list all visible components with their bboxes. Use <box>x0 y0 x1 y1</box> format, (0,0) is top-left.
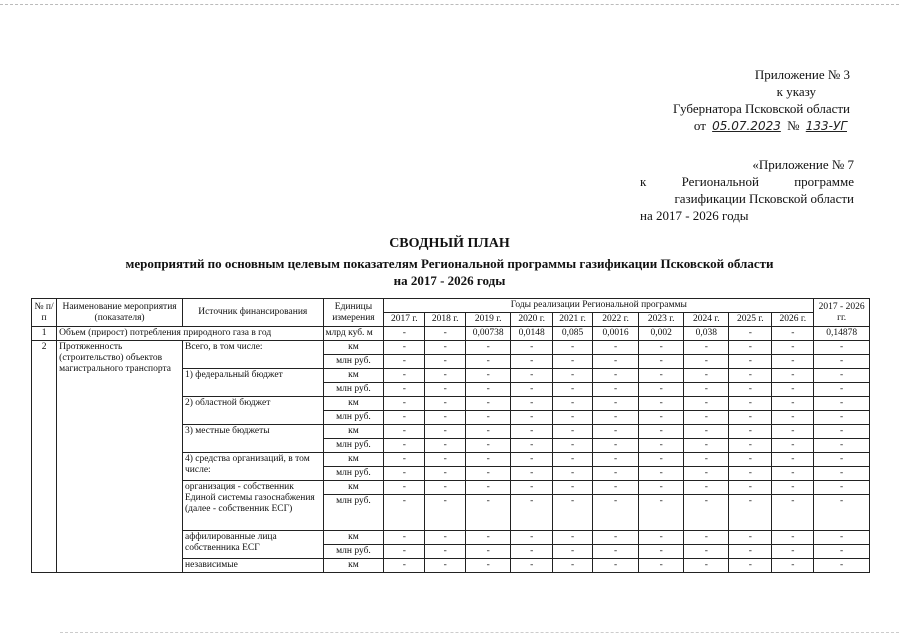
appendix-3-title: Приложение № 3 <box>754 67 850 82</box>
value-cell: - <box>639 369 684 383</box>
value-cell: - <box>384 467 425 481</box>
value-cell: - <box>772 383 814 397</box>
value-cell: - <box>384 411 425 425</box>
unit-cell: км <box>323 453 384 467</box>
value-cell: - <box>466 531 511 545</box>
value-cell: - <box>553 369 593 383</box>
value-cell: - <box>425 481 466 495</box>
value-cell: - <box>639 495 684 531</box>
value-cell: - <box>425 467 466 481</box>
value-cell: - <box>729 341 772 355</box>
value-cell: - <box>639 453 684 467</box>
value-cell: - <box>639 341 684 355</box>
appendix-7-regional: Региональной <box>681 174 759 189</box>
value-cell: - <box>466 411 511 425</box>
value-cell: - <box>593 411 639 425</box>
value-cell: - <box>425 495 466 531</box>
header-year: 2020 г. <box>511 313 553 327</box>
value-cell: - <box>593 397 639 411</box>
header-num: № п/п <box>32 299 57 327</box>
value-cell: - <box>425 341 466 355</box>
document-period: на 2017 - 2026 годы <box>393 273 506 288</box>
value-cell: - <box>729 383 772 397</box>
value-cell: - <box>639 397 684 411</box>
value-cell: - <box>511 531 553 545</box>
unit-cell: км <box>323 341 384 355</box>
value-cell: - <box>384 355 425 369</box>
total-cell: - <box>814 467 870 481</box>
value-cell: - <box>639 439 684 453</box>
appendix-7-line2 <box>640 173 854 190</box>
table-row <box>32 341 870 355</box>
value-cell: - <box>729 545 772 559</box>
row-1-unit: млрд куб. м <box>323 327 384 341</box>
header-year: 2018 г. <box>425 313 466 327</box>
value-cell: - <box>553 481 593 495</box>
value-cell: - <box>684 481 729 495</box>
value-cell: - <box>425 439 466 453</box>
total-cell: - <box>814 341 870 355</box>
value-cell: - <box>425 411 466 425</box>
value-cell: - <box>729 397 772 411</box>
appendix-3-to-decree: к указу <box>776 84 816 99</box>
total-cell: - <box>814 545 870 559</box>
value-cell: - <box>772 545 814 559</box>
value-cell: - <box>639 425 684 439</box>
row-1-value: 0,0148 <box>511 327 553 341</box>
value-cell: - <box>639 355 684 369</box>
appendix-3-governor: Губернатора Псковской области <box>673 101 850 116</box>
value-cell: - <box>384 453 425 467</box>
value-cell: - <box>384 559 425 573</box>
header-unit: Единицы измерения <box>323 299 384 327</box>
total-cell: - <box>814 397 870 411</box>
row-1-name: Объем (прирост) потребления природного газа в год <box>57 327 323 341</box>
funding-source: 3) местные бюджеты <box>183 425 324 453</box>
value-cell: - <box>593 559 639 573</box>
value-cell: - <box>511 369 553 383</box>
value-cell: - <box>553 545 593 559</box>
value-cell: - <box>639 467 684 481</box>
funding-source: независимые <box>183 559 324 573</box>
value-cell: - <box>553 383 593 397</box>
value-cell: - <box>772 453 814 467</box>
unit-cell: км <box>323 369 384 383</box>
value-cell: - <box>684 495 729 531</box>
row-1-total: 0,14878 <box>814 327 870 341</box>
handwritten-number: 133-УГ <box>805 119 847 133</box>
value-cell: - <box>511 545 553 559</box>
value-cell: - <box>684 383 729 397</box>
value-cell: - <box>684 355 729 369</box>
value-cell: - <box>384 425 425 439</box>
value-cell: - <box>466 341 511 355</box>
value-cell: - <box>772 531 814 545</box>
value-cell: - <box>511 355 553 369</box>
value-cell: - <box>729 559 772 573</box>
value-cell: - <box>384 495 425 531</box>
value-cell: - <box>593 341 639 355</box>
value-cell: - <box>729 355 772 369</box>
row-1-value: 0,038 <box>684 327 729 341</box>
value-cell: - <box>466 355 511 369</box>
total-cell: - <box>814 481 870 495</box>
value-cell: - <box>593 531 639 545</box>
row-1-value: - <box>384 327 425 341</box>
header-year: 2021 г. <box>553 313 593 327</box>
unit-cell: км <box>323 481 384 495</box>
value-cell: - <box>384 439 425 453</box>
value-cell: - <box>384 397 425 411</box>
from-label: от <box>693 118 706 133</box>
value-cell: - <box>772 369 814 383</box>
value-cell: - <box>772 397 814 411</box>
header-year: 2022 г. <box>593 313 639 327</box>
appendix-3-block <box>620 66 850 135</box>
appendix-7-k: к <box>640 174 647 189</box>
value-cell: - <box>384 369 425 383</box>
value-cell: - <box>684 411 729 425</box>
header-year: 2026 г. <box>772 313 814 327</box>
value-cell: - <box>553 355 593 369</box>
value-cell: - <box>384 531 425 545</box>
value-cell: - <box>639 531 684 545</box>
value-cell: - <box>511 425 553 439</box>
header-name: Наименование мероприятия (показателя) <box>57 299 183 327</box>
value-cell: - <box>553 495 593 531</box>
value-cell: - <box>772 341 814 355</box>
appendix-7-line3: газификации Псковской области <box>674 191 854 206</box>
total-cell: - <box>814 559 870 573</box>
unit-cell: млн руб. <box>323 467 384 481</box>
value-cell: - <box>593 467 639 481</box>
value-cell: - <box>639 383 684 397</box>
unit-cell: млн руб. <box>323 439 384 453</box>
value-cell: - <box>511 341 553 355</box>
unit-cell: км <box>323 559 384 573</box>
value-cell: - <box>466 439 511 453</box>
header-year: 2024 г. <box>684 313 729 327</box>
row-2-name: Протяженность (строительство) объектов магистрального транспорта <box>57 341 183 573</box>
value-cell: - <box>425 559 466 573</box>
unit-cell: млн руб. <box>323 495 384 531</box>
value-cell: - <box>425 453 466 467</box>
value-cell: - <box>466 453 511 467</box>
value-cell: - <box>729 453 772 467</box>
value-cell: - <box>684 439 729 453</box>
value-cell: - <box>729 481 772 495</box>
value-cell: - <box>466 481 511 495</box>
value-cell: - <box>384 383 425 397</box>
total-cell: - <box>814 495 870 531</box>
value-cell: - <box>466 495 511 531</box>
value-cell: - <box>772 467 814 481</box>
value-cell: - <box>511 397 553 411</box>
funding-source: 2) областной бюджет <box>183 397 324 425</box>
value-cell: - <box>425 545 466 559</box>
unit-cell: млн руб. <box>323 355 384 369</box>
value-cell: - <box>553 467 593 481</box>
value-cell: - <box>425 369 466 383</box>
header-year: 2017 г. <box>384 313 425 327</box>
value-cell: - <box>384 545 425 559</box>
total-cell: - <box>814 383 870 397</box>
value-cell: - <box>466 559 511 573</box>
row-2-body <box>32 341 870 573</box>
appendix-3-date-line <box>620 117 850 135</box>
value-cell: - <box>684 397 729 411</box>
header-years-group: Годы реализации Региональной программы <box>384 299 814 313</box>
unit-cell: км <box>323 425 384 439</box>
row-2-num: 2 <box>32 341 57 573</box>
row-1-value: - <box>729 327 772 341</box>
value-cell: - <box>466 545 511 559</box>
row-1-value: - <box>425 327 466 341</box>
header-row-1 <box>32 299 870 313</box>
value-cell: - <box>639 481 684 495</box>
value-cell: - <box>593 425 639 439</box>
value-cell: - <box>553 439 593 453</box>
funding-source: организация - собственник Единой системы газоснабжения (далее - собственник ЕСГ) <box>183 481 324 531</box>
value-cell: - <box>684 341 729 355</box>
document-subtitle: мероприятий по основным целевым показателям Региональной программы газификации Псковской области <box>125 256 774 271</box>
total-cell: - <box>814 369 870 383</box>
value-cell: - <box>729 467 772 481</box>
value-cell: - <box>729 495 772 531</box>
value-cell: - <box>511 411 553 425</box>
unit-cell: км <box>323 397 384 411</box>
row-1-num: 1 <box>32 327 57 341</box>
appendix-7-program: программе <box>794 174 854 189</box>
header-year: 2023 г. <box>639 313 684 327</box>
value-cell: - <box>772 425 814 439</box>
value-cell: - <box>425 383 466 397</box>
value-cell: - <box>772 559 814 573</box>
value-cell: - <box>466 397 511 411</box>
value-cell: - <box>729 439 772 453</box>
value-cell: - <box>425 355 466 369</box>
appendix-7-line4: на 2017 - 2026 годы <box>640 208 749 223</box>
value-cell: - <box>466 383 511 397</box>
header-year: 2019 г. <box>466 313 511 327</box>
value-cell: - <box>425 397 466 411</box>
value-cell: - <box>593 495 639 531</box>
value-cell: - <box>772 439 814 453</box>
value-cell: - <box>684 453 729 467</box>
funding-source: аффилированные лица собственника ЕСГ <box>183 531 324 559</box>
value-cell: - <box>553 453 593 467</box>
value-cell: - <box>593 355 639 369</box>
unit-cell: млн руб. <box>323 411 384 425</box>
value-cell: - <box>593 369 639 383</box>
header-year: 2025 г. <box>729 313 772 327</box>
unit-cell: млн руб. <box>323 383 384 397</box>
value-cell: - <box>553 397 593 411</box>
total-cell: - <box>814 411 870 425</box>
header-source: Источник финансирования <box>183 299 324 327</box>
value-cell: - <box>553 341 593 355</box>
value-cell: - <box>684 545 729 559</box>
funding-source: 1) федеральный бюджет <box>183 369 324 397</box>
funding-source: 4) средства организаций, в том числе: <box>183 453 324 481</box>
value-cell: - <box>511 383 553 397</box>
value-cell: - <box>684 467 729 481</box>
row-1-value: - <box>772 327 814 341</box>
total-cell: - <box>814 453 870 467</box>
unit-cell: км <box>323 531 384 545</box>
scan-edge-bottom <box>60 632 899 633</box>
row-1-value: 0,085 <box>553 327 593 341</box>
value-cell: - <box>593 439 639 453</box>
appendix-7-title: «Приложение № 7 <box>752 157 854 172</box>
funding-source: Всего, в том числе: <box>183 341 324 369</box>
value-cell: - <box>511 453 553 467</box>
total-cell: - <box>814 425 870 439</box>
number-sign: № <box>787 118 800 133</box>
value-cell: - <box>729 531 772 545</box>
row-1-value: 0,00738 <box>466 327 511 341</box>
value-cell: - <box>593 383 639 397</box>
value-cell: - <box>772 481 814 495</box>
value-cell: - <box>684 425 729 439</box>
value-cell: - <box>684 369 729 383</box>
value-cell: - <box>384 481 425 495</box>
value-cell: - <box>511 495 553 531</box>
total-cell: - <box>814 355 870 369</box>
value-cell: - <box>511 559 553 573</box>
value-cell: - <box>772 495 814 531</box>
header-total: 2017 - 2026 гг. <box>814 299 870 327</box>
value-cell: - <box>639 545 684 559</box>
value-cell: - <box>425 531 466 545</box>
value-cell: - <box>639 559 684 573</box>
summary-plan-table <box>31 298 870 573</box>
value-cell: - <box>466 467 511 481</box>
document-title: СВОДНЫЙ ПЛАН <box>389 236 510 251</box>
value-cell: - <box>466 369 511 383</box>
value-cell: - <box>425 425 466 439</box>
value-cell: - <box>772 355 814 369</box>
value-cell: - <box>729 425 772 439</box>
value-cell: - <box>684 531 729 545</box>
value-cell: - <box>639 411 684 425</box>
value-cell: - <box>729 411 772 425</box>
value-cell: - <box>684 559 729 573</box>
scan-edge-top <box>0 4 899 5</box>
appendix-7-block <box>640 156 854 224</box>
value-cell: - <box>553 425 593 439</box>
value-cell: - <box>553 559 593 573</box>
value-cell: - <box>553 411 593 425</box>
value-cell: - <box>593 453 639 467</box>
table-row-1 <box>32 327 870 341</box>
value-cell: - <box>384 341 425 355</box>
value-cell: - <box>511 481 553 495</box>
row-1-value: 0,002 <box>639 327 684 341</box>
value-cell: - <box>553 531 593 545</box>
unit-cell: млн руб. <box>323 545 384 559</box>
row-1-value: 0,0016 <box>593 327 639 341</box>
value-cell: - <box>511 439 553 453</box>
value-cell: - <box>593 545 639 559</box>
value-cell: - <box>511 467 553 481</box>
total-cell: - <box>814 531 870 545</box>
value-cell: - <box>729 369 772 383</box>
value-cell: - <box>593 481 639 495</box>
total-cell: - <box>814 439 870 453</box>
value-cell: - <box>772 411 814 425</box>
handwritten-date: 05.07.2023 <box>712 119 781 133</box>
value-cell: - <box>466 425 511 439</box>
